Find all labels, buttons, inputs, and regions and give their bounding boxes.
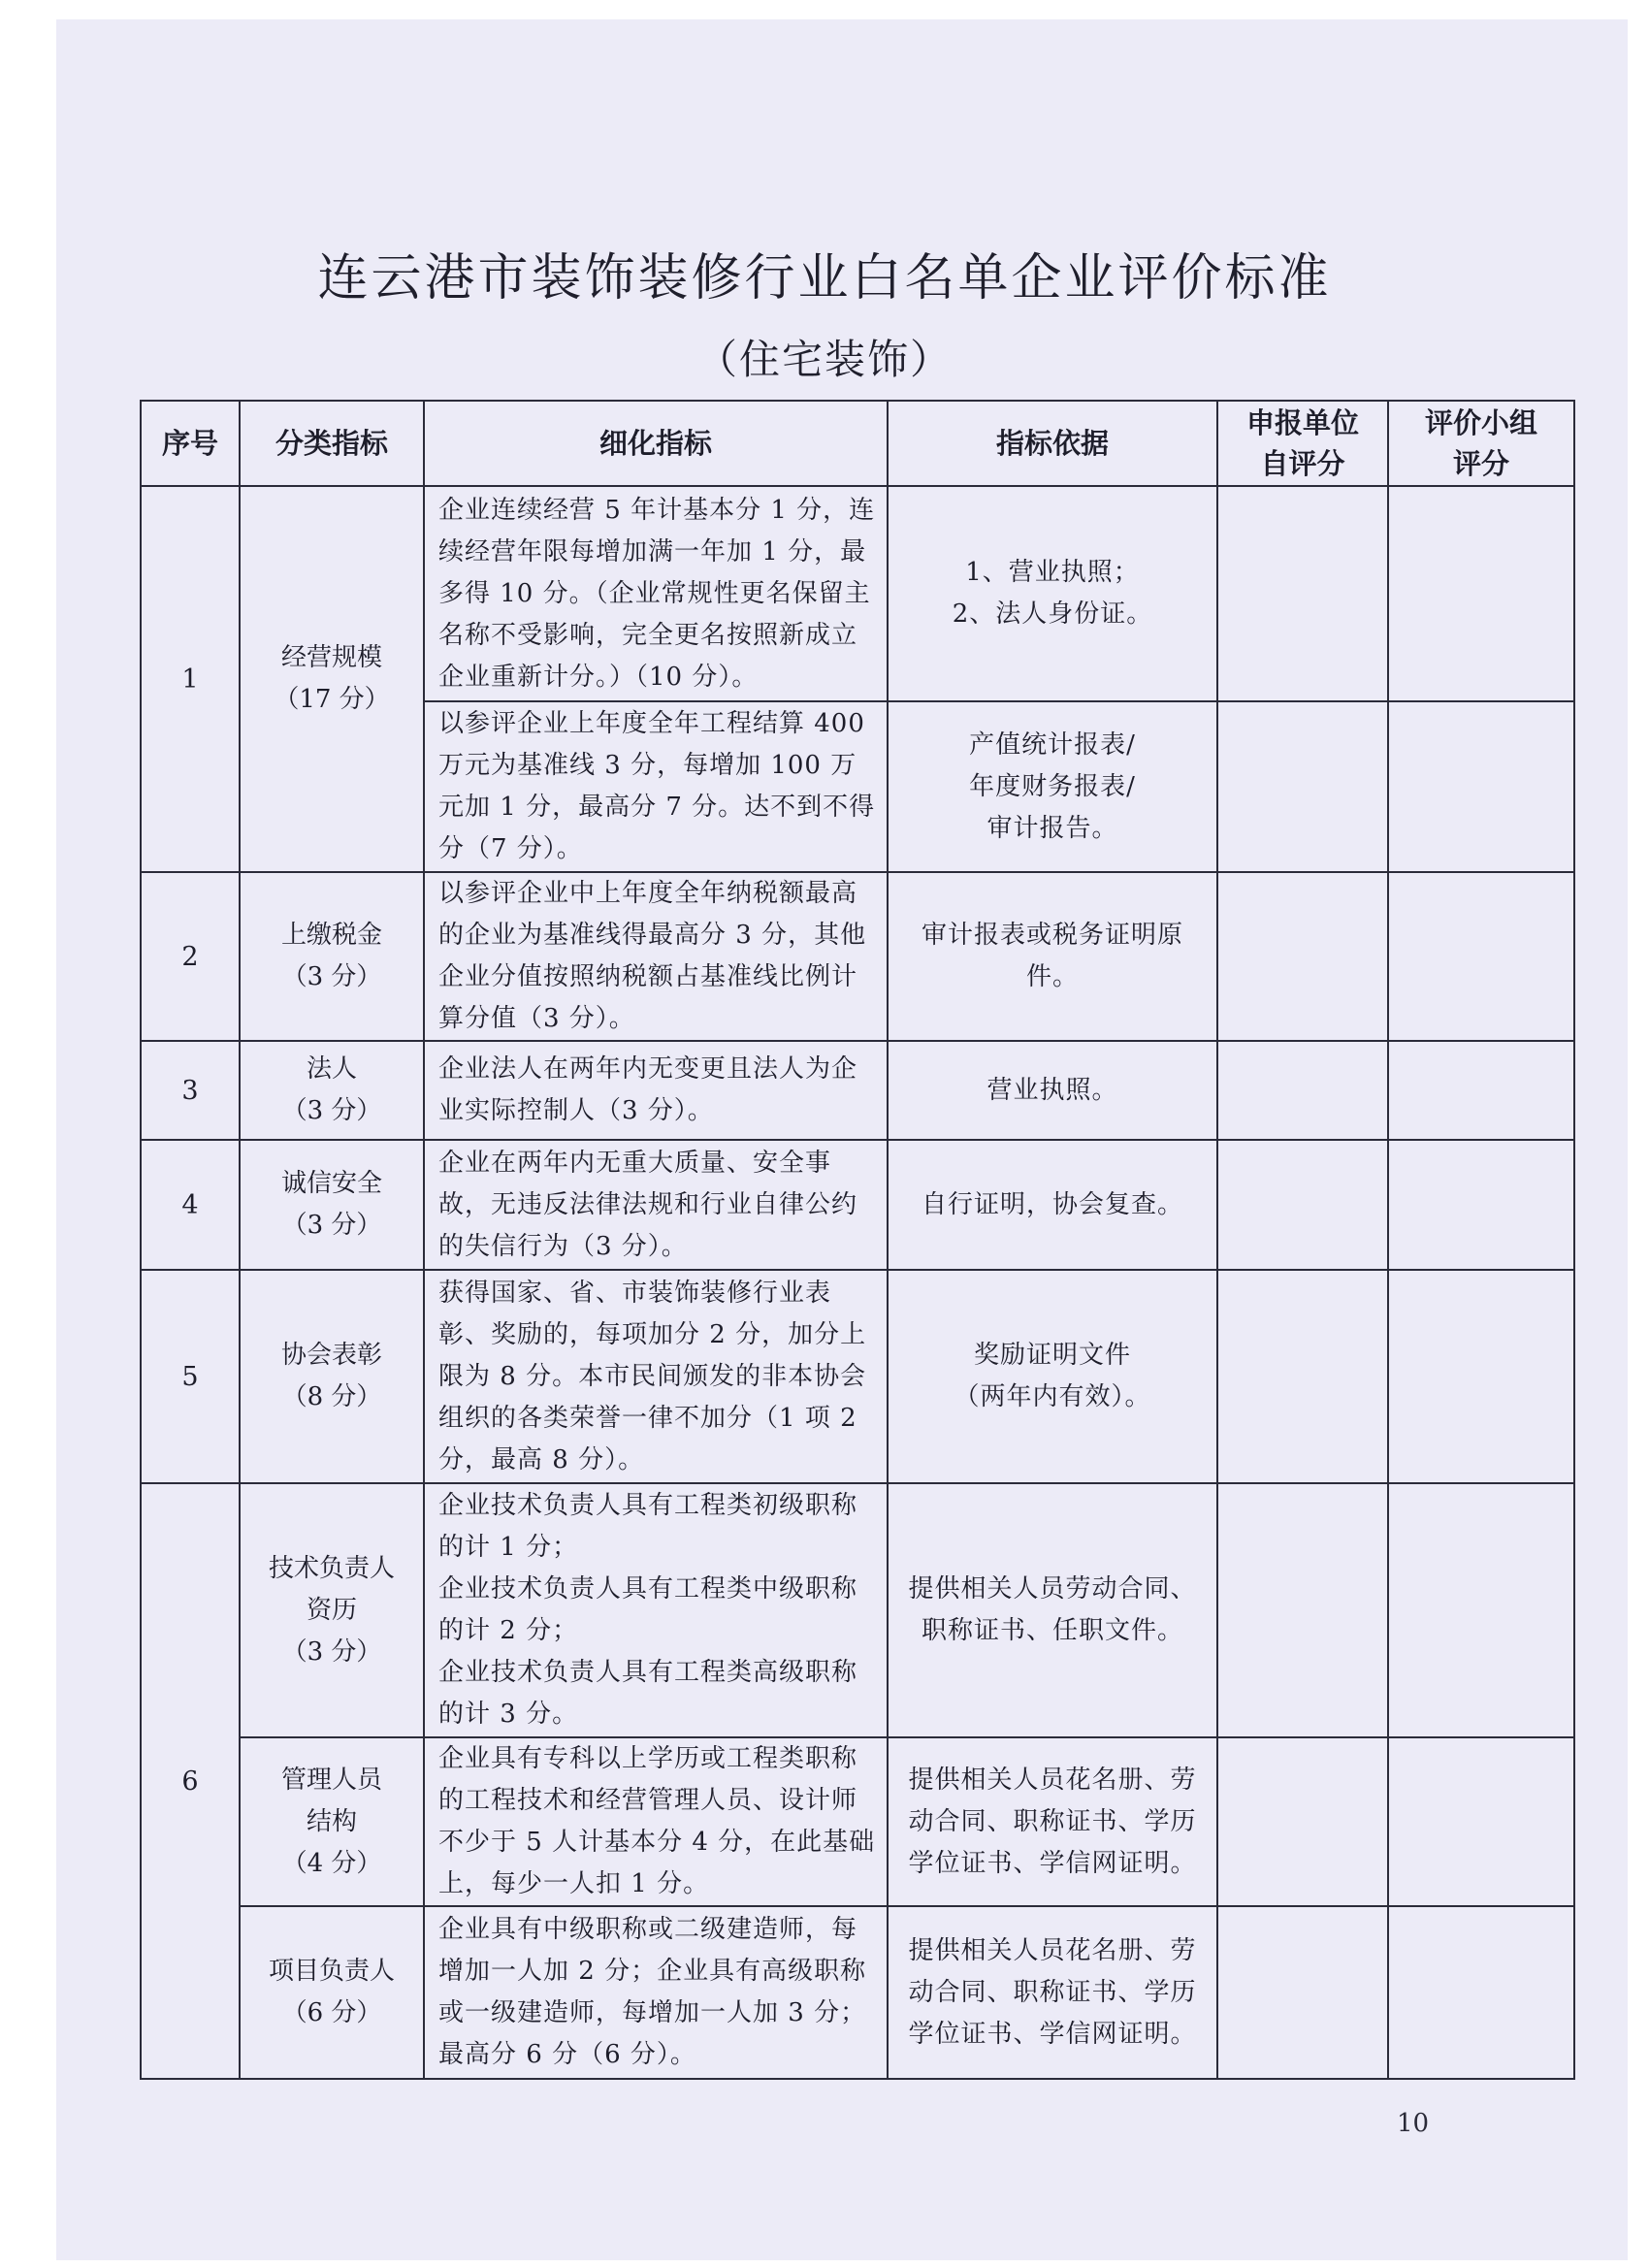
evaluation-table (140, 400, 1575, 2080)
table-row (141, 1140, 1574, 1270)
row-number: 4 (141, 1140, 240, 1270)
header-self-score: 申报单位 自评分 (1217, 401, 1388, 486)
basis-cell: 审计报表或税务证明原件。 (888, 872, 1217, 1041)
detail-cell: 以参评企业上年度全年工程结算 400 万元为基准线 3 分，每增加 100 万元加 1 分，最高分 7 分。达不到不得分（7 分）。 (424, 701, 888, 872)
detail-cell: 获得国家、省、市装饰装修行业表彰、奖励的，每项加分 2 分，加分上限为 8 分。本市民间颁发的非本协会组织的各类荣誉一律不加分（1 项 2 分，最高 8 分）。 (424, 1270, 888, 1483)
detail-cell: 企业技术负责人具有工程类初级职称的计 1 分； 企业技术负责人具有工程类中级职称的计 2 分； 企业技术负责人具有工程类高级职称的计 3 分。 (424, 1483, 888, 1737)
category-cell: 经营规模 （17 分） (240, 486, 424, 872)
basis-cell: 提供相关人员花名册、劳动合同、职称证书、学历学位证书、学信网证明。 (888, 1737, 1217, 1906)
header-detail: 细化指标 (424, 401, 888, 486)
detail-cell: 企业法人在两年内无变更且法人为企业实际控制人（3 分）。 (424, 1041, 888, 1140)
self-score-cell (1217, 701, 1388, 872)
row-number: 3 (141, 1041, 240, 1140)
category-cell: 管理人员 结构 （4 分） (240, 1737, 424, 1906)
detail-cell: 企业连续经营 5 年计基本分 1 分，连续经营年限每增加满一年加 1 分，最多得 10 分。（企业常规性更名保留主名称不受影响，完全更名按照新成立企业重新计分。）（10 分）。 (424, 486, 888, 701)
category-cell: 法人 （3 分） (240, 1041, 424, 1140)
table-row (141, 1270, 1574, 1483)
panel-score-cell (1388, 1483, 1574, 1737)
basis-cell: 自行证明，协会复查。 (888, 1140, 1217, 1270)
table-row (141, 1041, 1574, 1140)
panel-score-cell (1388, 1041, 1574, 1140)
header-category: 分类指标 (240, 401, 424, 486)
table-header-row (141, 401, 1574, 486)
category-cell: 技术负责人 资历 （3 分） (240, 1483, 424, 1737)
header-panel-score: 评价小组 评分 (1388, 401, 1574, 486)
table-row (141, 1483, 1574, 1737)
detail-cell: 企业具有中级职称或二级建造师，每增加一人加 2 分；企业具有高级职称或一级建造师，每增加一人加 3 分；最高分 6 分（6 分）。 (424, 1906, 888, 2079)
self-score-cell (1217, 1906, 1388, 2079)
row-number: 5 (141, 1270, 240, 1483)
document-title: 连云港市装饰装修行业白名单企业评价标准 (317, 249, 1332, 308)
panel-score-cell (1388, 486, 1574, 701)
panel-score-cell (1388, 872, 1574, 1041)
panel-score-cell (1388, 1737, 1574, 1906)
category-cell: 协会表彰 （8 分） (240, 1270, 424, 1483)
detail-cell: 企业在两年内无重大质量、安全事故，无违反法律法规和行业自律公约的失信行为（3 分）。 (424, 1140, 888, 1270)
detail-cell: 企业具有专科以上学历或工程类职称的工程技术和经营管理人员、设计师不少于 5 人计基本分 4 分，在此基础上，每少一人扣 1 分。 (424, 1737, 888, 1906)
basis-cell: 营业执照。 (888, 1041, 1217, 1140)
self-score-cell (1217, 1041, 1388, 1140)
self-score-cell (1217, 1737, 1388, 1906)
self-score-cell (1217, 1140, 1388, 1270)
self-score-cell (1217, 872, 1388, 1041)
basis-cell: 提供相关人员花名册、劳动合同、职称证书、学历学位证书、学信网证明。 (888, 1906, 1217, 2079)
self-score-cell (1217, 486, 1388, 701)
category-cell: 诚信安全 （3 分） (240, 1140, 424, 1270)
basis-cell: 奖励证明文件 （两年内有效）。 (888, 1270, 1217, 1483)
panel-score-cell (1388, 701, 1574, 872)
document-subtitle: （住宅装饰） (695, 336, 953, 383)
basis-cell: 1、营业执照； 2、法人身份证。 (888, 486, 1217, 701)
category-cell: 上缴税金 （3 分） (240, 872, 424, 1041)
table-row (141, 486, 1574, 701)
page-number: 10 (1397, 2109, 1430, 2138)
panel-score-cell (1388, 1906, 1574, 2079)
panel-score-cell (1388, 1270, 1574, 1483)
basis-cell: 产值统计报表/ 年度财务报表/ 审计报告。 (888, 701, 1217, 872)
table-row (141, 1737, 1574, 1906)
header-no: 序号 (141, 401, 240, 486)
table-row (141, 872, 1574, 1041)
row-number: 1 (141, 486, 240, 872)
header-basis: 指标依据 (888, 401, 1217, 486)
detail-cell: 以参评企业中上年度全年纳税额最高的企业为基准线得最高分 3 分，其他企业分值按照纳税额占基准线比例计算分值（3 分）。 (424, 872, 888, 1041)
category-cell: 项目负责人 （6 分） (240, 1906, 424, 2079)
panel-score-cell (1388, 1140, 1574, 1270)
basis-cell: 提供相关人员劳动合同、职称证书、任职文件。 (888, 1483, 1217, 1737)
row-number: 6 (141, 1483, 240, 2079)
table-row (141, 1906, 1574, 2079)
row-number: 2 (141, 872, 240, 1041)
self-score-cell (1217, 1483, 1388, 1737)
self-score-cell (1217, 1270, 1388, 1483)
